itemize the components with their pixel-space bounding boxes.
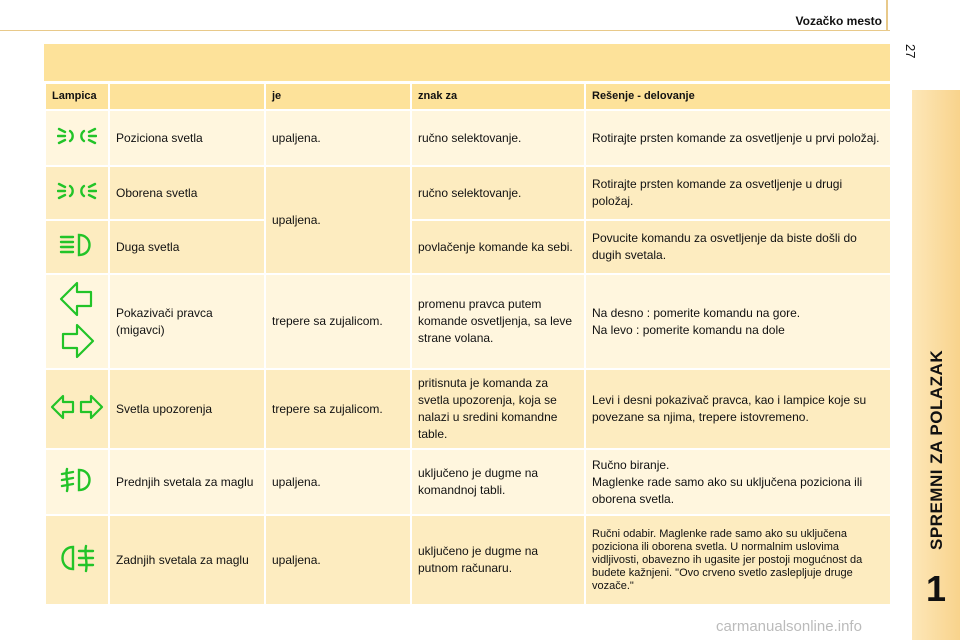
light-solution: Rotirajte prsten komande za osvetljenje u prvi položaj. bbox=[585, 110, 891, 166]
light-state: trepere sa zujalicom. bbox=[265, 369, 411, 449]
table-row bbox=[45, 274, 891, 369]
icon-cell bbox=[45, 220, 109, 274]
watermark: carmanualsonline.info bbox=[716, 618, 862, 635]
warning-lights-table bbox=[44, 82, 892, 606]
table-header-row bbox=[45, 83, 891, 110]
header-je: je bbox=[265, 83, 411, 110]
light-name: Svetla upozorenja bbox=[109, 369, 265, 449]
front-fog-icon bbox=[57, 467, 97, 493]
icon-cell bbox=[45, 449, 109, 515]
icon-cell bbox=[45, 110, 109, 166]
light-sign: uključeno je dugme na komandnoj tabli. bbox=[411, 449, 585, 515]
light-name: Poziciona svetla bbox=[109, 110, 265, 166]
header-divider bbox=[0, 30, 890, 31]
header-znak-za: znak za bbox=[411, 83, 585, 110]
header-lampica: Lampica bbox=[45, 83, 109, 110]
light-solution: Ručno biranje. Maglenke rade samo ako su uključena poziciona ili oborena svetla. bbox=[585, 449, 891, 515]
light-solution: Povucite komandu za osvetljenje da biste došli do dugih svetala. bbox=[585, 220, 891, 274]
light-name: Prednjih svetala za maglu bbox=[109, 449, 265, 515]
header-blank bbox=[109, 83, 265, 110]
table-row bbox=[45, 515, 891, 605]
light-state: upaljena. bbox=[265, 166, 411, 274]
header-resenje: Rešenje - delovanje bbox=[585, 83, 891, 110]
light-solution: Levi i desni pokazivač pravca, kao i lampice koje su povezane sa njima, trepere istovremeno. bbox=[585, 369, 891, 449]
rear-fog-icon bbox=[57, 543, 97, 573]
section-side-tab bbox=[912, 90, 960, 640]
light-solution: Ručni odabir. Maglenke rade samo ako su uključena poziciona ili oborena svetla. U normalnim uslovima vidljivosti, obavezno ih ugasite jer postoji mogućnost da budete kažnjeni. "Ovo crveno svetlo zaslepljuje druge vozače." bbox=[585, 515, 891, 605]
table-row bbox=[45, 449, 891, 515]
table-row bbox=[45, 110, 891, 166]
table-row bbox=[45, 166, 891, 220]
light-state: trepere sa zujalicom. bbox=[265, 274, 411, 369]
light-name: Zadnjih svetala za maglu bbox=[109, 515, 265, 605]
light-sign: ručno selektovanje. bbox=[411, 166, 585, 220]
light-state: upaljena. bbox=[265, 110, 411, 166]
light-sign: promenu pravca putem komande osvetljenja, sa leve strane volana. bbox=[411, 274, 585, 369]
icon-cell bbox=[45, 515, 109, 605]
light-state: upaljena. bbox=[265, 515, 411, 605]
light-name: Pokazivači pravca (migavci) bbox=[109, 274, 265, 369]
table-row bbox=[45, 369, 891, 449]
section-title: SPREMNI ZA POLAZAK bbox=[927, 349, 946, 550]
light-solution: Na desno : pomerite komandu na gore. Na levo : pomerite komandu na dole bbox=[585, 274, 891, 369]
light-name: Oborena svetla bbox=[109, 166, 265, 220]
icon-cell bbox=[45, 166, 109, 220]
light-state: upaljena. bbox=[265, 449, 411, 515]
light-sign: povlačenje komande ka sebi. bbox=[411, 220, 585, 274]
position-lights-icon bbox=[57, 123, 97, 149]
turn-signal-icon bbox=[57, 277, 97, 361]
table-row bbox=[45, 220, 891, 274]
high-beam-icon bbox=[57, 232, 97, 258]
header-vertical-divider bbox=[886, 0, 888, 30]
hazard-lights-icon bbox=[50, 394, 104, 420]
light-sign: uključeno je dugme na putnom računaru. bbox=[411, 515, 585, 605]
table-top-band bbox=[44, 44, 890, 81]
light-sign: pritisnuta je komanda za svetla upozorenja, koja se nalazi u sredini komandne table. bbox=[411, 369, 585, 449]
light-solution: Rotirajte prsten komande za osvetljenje u drugi položaj. bbox=[585, 166, 891, 220]
section-number: 1 bbox=[925, 568, 947, 609]
page-number: 27 bbox=[903, 44, 918, 59]
page-header-title: Vozačko mesto bbox=[795, 14, 882, 28]
low-beam-icon bbox=[57, 178, 97, 204]
icon-cell bbox=[45, 274, 109, 369]
light-name: Duga svetla bbox=[109, 220, 265, 274]
light-sign: ručno selektovanje. bbox=[411, 110, 585, 166]
icon-cell bbox=[45, 369, 109, 449]
